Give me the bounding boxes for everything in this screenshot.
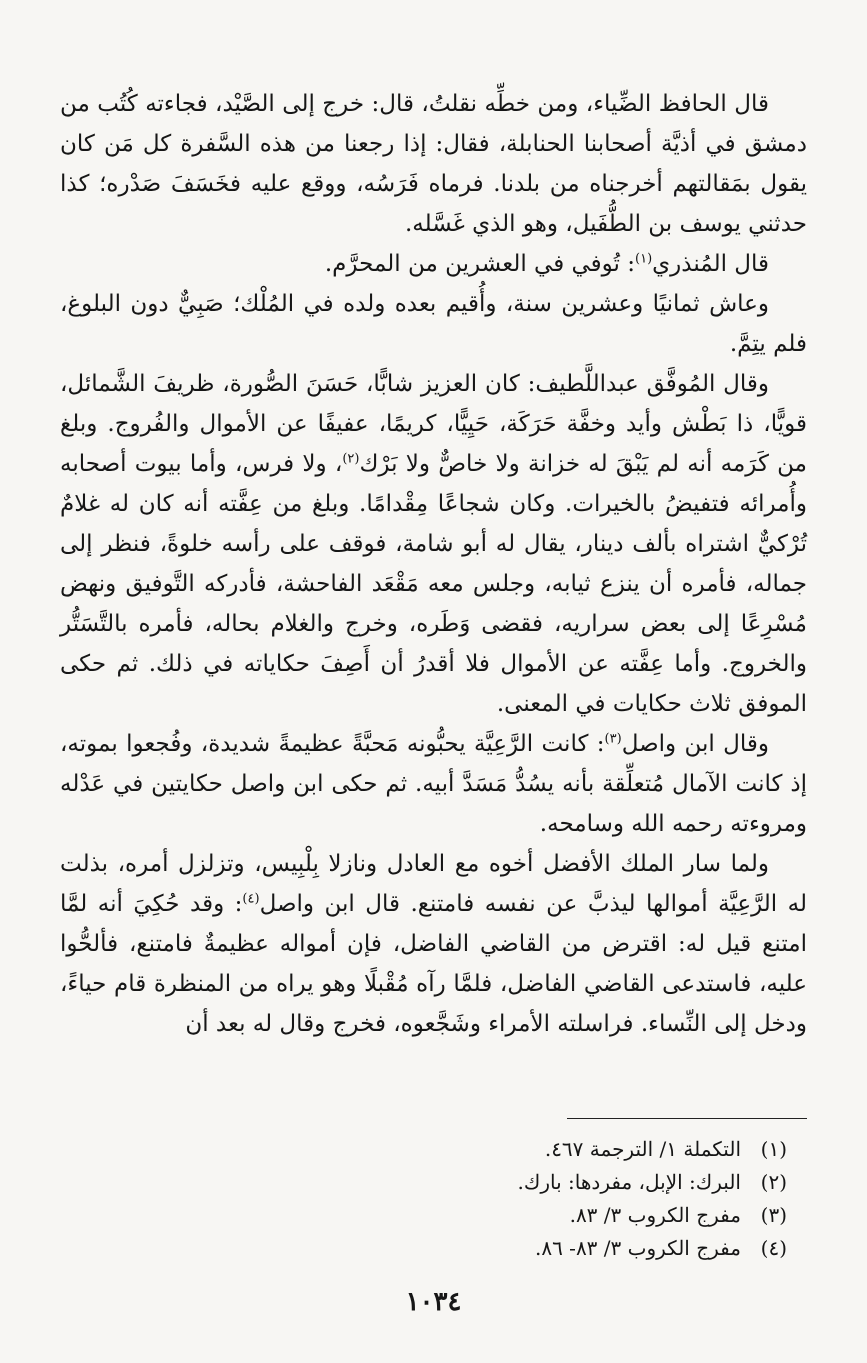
text-run: : تُوفي في العشرين من المحرَّم.	[324, 251, 636, 277]
footnote-marker: (٤)	[242, 891, 260, 907]
footnote-separator	[567, 1118, 807, 1119]
text-run: وقال ابن واصل	[621, 731, 770, 757]
paragraph	[60, 244, 807, 284]
text-run: : وقد حُكِيَ أنه لمَّا امتنع قيل له: اقترض من القاضي الفاضل، فإن أمواله عظيمةٌ فامتنع، فألحُّوا عليه، فاستدعى القاضي الفاضل، فلمَّا رآه مُقْبلًا وهو يراه من المنظرة قام حياءً، ودخل إلى النِّساء. فراسلته الأمراء وشَجَّعوه، فخرج وقال له بعد أن	[60, 891, 807, 1037]
footnote-text: مفرج الكروب ٣/ ٨٣- ٨٦.	[534, 1236, 741, 1260]
paragraph	[60, 84, 807, 244]
footnote-text: التكملة ١/ الترجمة ٤٦٧.	[544, 1137, 741, 1161]
footnote-marker: (٢)	[342, 451, 360, 467]
main-text	[60, 84, 807, 1044]
text-run: قال المُنذري	[652, 251, 769, 277]
footnote-number: (٤)	[760, 1236, 787, 1260]
paragraph	[60, 724, 807, 844]
paragraph	[60, 364, 807, 724]
footnote-number: (٣)	[760, 1203, 787, 1227]
footnotes	[80, 1133, 787, 1265]
footnote-marker: (٣)	[604, 731, 622, 747]
footnote-number: (١)	[760, 1137, 787, 1161]
page-number: ١٠٣٤	[405, 1287, 462, 1317]
footnote-item	[80, 1166, 787, 1199]
footnote-number: (٢)	[760, 1170, 787, 1194]
footnote-marker: (١)	[635, 251, 653, 267]
text-run: : كانت الرَّعِيَّة يحبُّونه مَحبَّةً عظيمةً شديدة، وفُجعوا بموته، إذ كانت الآمال مُتعلِّقة بأنه يسُدُّ مَسَدَّ أبيه. ثم حكى ابن واصل حكايتين في عَدْله ومروءته رحمه الله وسامحه.	[60, 731, 807, 837]
paragraph	[60, 844, 807, 1044]
footnote-text: مفرج الكروب ٣/ ٨٣.	[569, 1203, 741, 1227]
footnote-item	[80, 1133, 787, 1166]
footnote-item	[80, 1232, 787, 1265]
text-run: ولما سار الملك الأفضل أخوه مع العادل ونازلا بِلْبِيس، وتزلزل أمره، بذلت له الرَّعِيَّة أموالها ليذبَّ عن نفسه فامتنع. قال ابن واصل	[60, 851, 807, 917]
footnote-text: البرك: الإبل، مفردها: بارك.	[517, 1170, 741, 1194]
footnote-item	[80, 1199, 787, 1232]
text-run: وقال المُوفَّق عبداللَّطيف: كان العزيز شابًّا، حَسَنَ الصُّورة، ظريفَ الشَّمائل، قويًّا، ذا بَطْش وأيد وخفَّة حَرَكَة، حَيِيًّا، كريمًا، عفيفًا عن الأموال والفُروج. وبلغ من كَرَمه أنه لم يَبْقَ له خزانة ولا خاصٌّ ولا بَرْك	[60, 371, 807, 477]
text-run: ، ولا فرس، وأما بيوت أصحابه وأُمرائه فتفيضُ بالخيرات. وكان شجاعًا مِقْدامًا. وبلغ من عِفَّته أنه كان له غلامٌ تُرْكيٌّ اشتراه بألف دينار، يقال له أبو شامة، فوقف على رأسه خلوةً، فنظر إلى جماله، فأمره أن ينزع ثيابه، وجلس معه مَقْعَد الفاحشة، فأدركه التَّوفيق ونهض مُسْرِعًا إلى بعض سراريه، فقضى وَطَره، وخرج والغلام بحاله، فأمره بالتَّسَتُّر والخروج. وأما عِفَّته عن الأموال فلا أقدرُ أن أَصِفَ حكاياته في ذلك. ثم حكى الموفق ثلاث حكايات في المعنى.	[60, 451, 807, 717]
paragraph	[60, 284, 807, 364]
text-run: وعاش ثمانيًا وعشرين سنة، وأُقيم بعده ولده في المُلْك؛ صَبِيٌّ دون البلوغ، فلم يتِمَّ.	[60, 291, 807, 357]
text-run: قال الحافظ الضِّياء، ومن خطِّه نقلتُ، قال: خرج إلى الصَّيْد، فجاءته كُتُب من دمشق في أذيَّة أصحابنا الحنابلة، فقال: إذا رجعنا من هذه السَّفرة كل مَن كان يقول بمَقالتهم أخرجناه من بلدنا. فرماه فَرَسُه، ووقع عليه فخَسَفَ صَدْره؛ كذا حدثني يوسف بن الطُّفَيل، وهو الذي غَسَّله.	[60, 91, 807, 237]
